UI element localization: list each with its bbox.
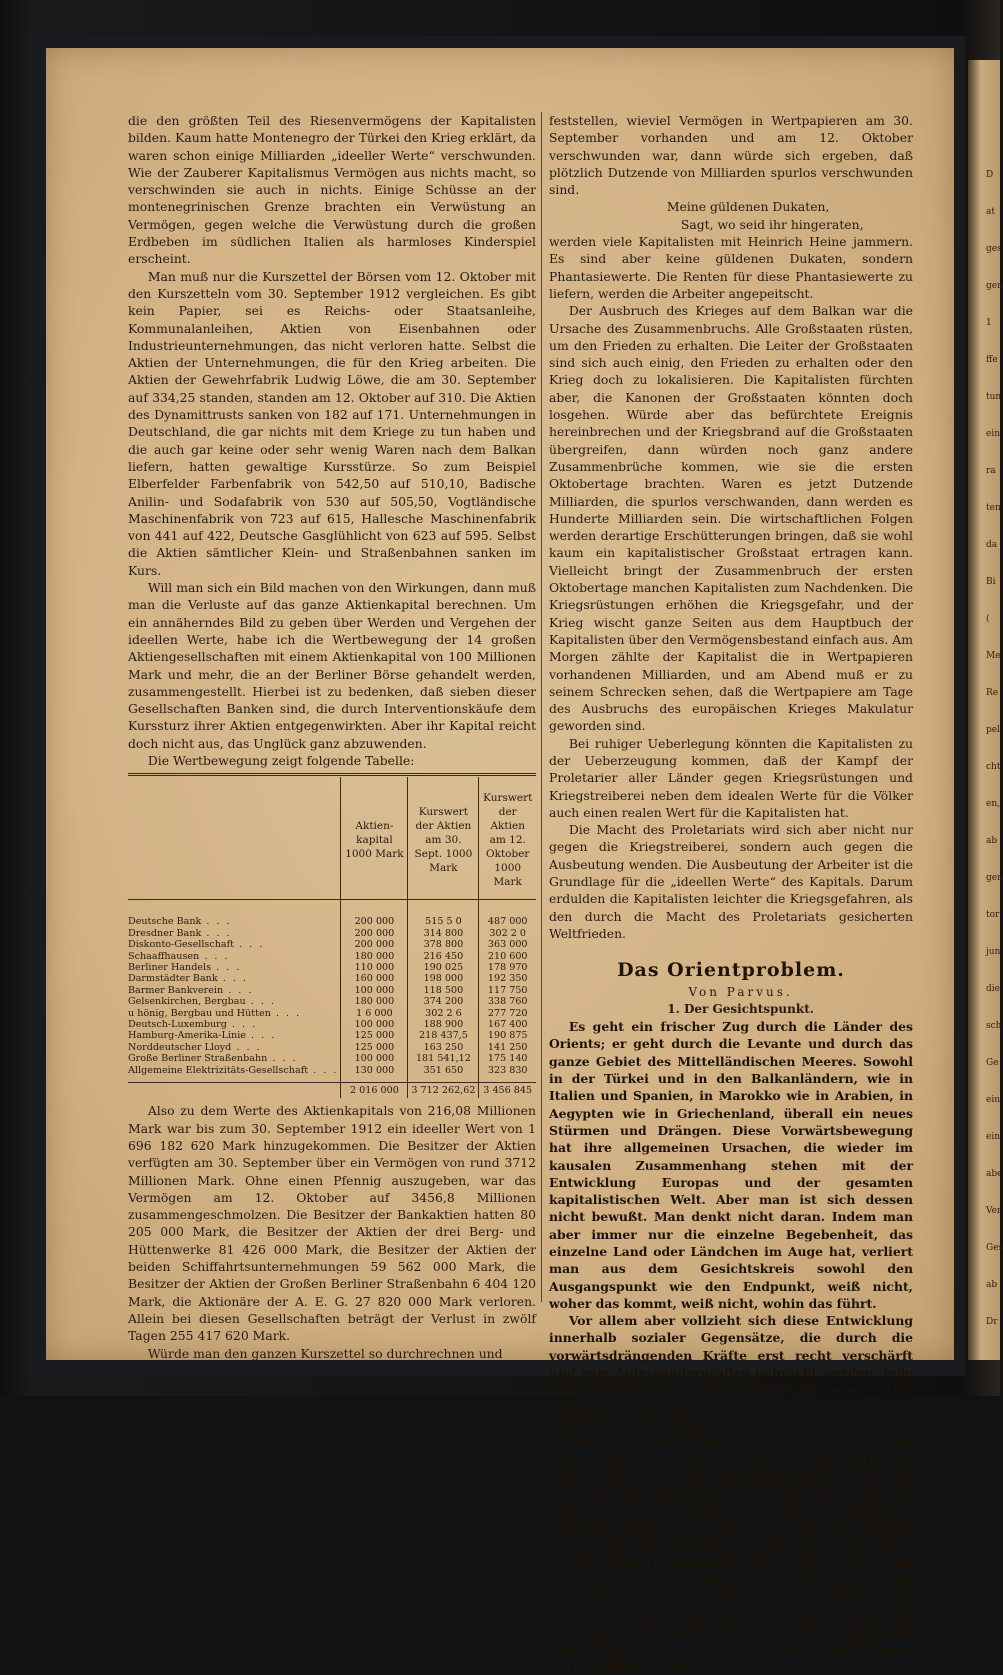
stocks-table — [128, 777, 536, 1098]
adjacent-page-fragment: tor — [986, 910, 1000, 920]
cell-capital: 180 000 — [341, 951, 408, 962]
cell-sept: 188 900 — [408, 1019, 479, 1030]
cell-sept: 198 000 — [408, 973, 479, 984]
paragraph: Es geht ein frischer Zug durch die Länder des Orients; er geht durch die Levante und durch das ganze Gebiet des Mittelländischen Meeres. Sowohl in der Türkei und in den Balkanländern, wie in Italien und Spanien, in Marokko wie in Arabien, in Aegypten wie in Griechenland, überall ein neues Stürmen und Drängen. Diese Vorwärtsbewegung hat ihre allgemeinen Ursachen, die wieder im kausalen Zusammenhang stehen mit der Entwicklung Europas und der gesamten kapitalistischen Welt. Aber man ist sich dessen nicht bewußt. Man denkt nicht daran. Indem man aber immer nur die einzelne Begebenheit, das einzelne Land oder Ländchen im Auge hat, verliert man aus dem Gesichtskreis sowohl den Ausgangspunkt wie den Endpunkt, weiß nicht, woher das kommt, weiß nicht, wohin das führt. — [549, 1019, 913, 1311]
adjacent-page-fragment: cht — [986, 762, 1001, 772]
table-row — [128, 1008, 536, 1019]
adjacent-page-fragment: da — [986, 540, 998, 550]
cell-sept: 302 2 6 — [408, 1008, 479, 1019]
adjacent-page-fragment: ab — [986, 836, 998, 846]
paragraph: Diese sozialen Kämpfe sind zum Teil national oder religiös verschleiert, zum Teil offenbaren sie ohne weiteres deren Klassencharakter, oder sie vertreten die Privilegien eines Standes, oder sie tragen ein brutales und schamloses Kliqueninteresse zur Schau. Von Haus aus Kämpfe um Macht und Reichtum, werden sie zu Kämpfen um die Regierungsgewalt, um die Staatsform, um den Besitz, die sich miteinander verflechten, so daß z. B. der Parlamentarismus, der den Volksmassen die Wege ebnet, zugleich dem Konzessionenraub dient und unter dem Schutze des Privateigentums kapitalistische Landesexpropriationen durchgeführt werden. — [549, 1434, 913, 1675]
table-row — [128, 939, 536, 950]
column-header: Kurswert der Aktien am 12. Oktober 1000 Mark — [479, 777, 536, 900]
cell-sept: 216 450 — [408, 951, 479, 962]
verse-line: Meine güldenen Dukaten, — [666, 199, 830, 215]
adjacent-page-fragment: pel — [986, 725, 1000, 735]
row-name: Große Berliner Straßenbahn . . . — [128, 1053, 298, 1065]
leader-dots: . . . — [201, 927, 232, 939]
adjacent-page-fragment: ein — [986, 429, 1001, 439]
adjacent-page-fragment: Ges — [986, 1243, 1003, 1253]
row-name: Schaaffhausen . . . — [128, 950, 230, 962]
total-okt: 3 456 845 — [479, 1082, 536, 1098]
table-header-row — [128, 777, 536, 900]
totals-label — [128, 1082, 341, 1098]
verse-line: Sagt, wo seid ihr hingeraten, — [680, 216, 864, 232]
adjacent-page-fragment: at — [986, 207, 995, 217]
adjacent-page-fragment: ges — [986, 244, 1002, 254]
row-name: Hamburg-Amerika-Linie . . . — [128, 1030, 277, 1042]
table-row — [128, 928, 536, 939]
adjacent-page-fragment: sch — [986, 1021, 1002, 1031]
cell-okt: 323 830 — [479, 1065, 536, 1083]
paragraph: Also zu dem Werte des Aktienkapitals von 216,08 Millionen Mark war bis zum 30. September 1912 ein ideeller Wert von 1 696 182 620 Mark hinzugekommen. Die Besitzer der Aktien verfügten am 30. September über ein Vermögen von rund 3712 Millionen Mark. Ohne einen Pfennig auszugeben, war das Vermögen am 12. Oktober auf 3456,8 Millionen zusammengeschmolzen. Die Besitzer der Bankaktien hatten 80 205 000 Mark, die Besitzer der Aktien der drei Berg- und Hüttenwerke 81 426 000 Mark, die Besitzer der Aktien der beiden Schiffahrtsunternehmungen 59 562 000 Mark, die Besitzer der Aktien der Großen Berliner Straßenbahn 6 404 120 Mark, die Aktionäre der A. E. G. 27 820 000 Mark verloren. Allein bei diesen Gesellschaften beträgt der Verlust in zwölf Tagen 255 417 620 Mark. — [128, 1103, 536, 1344]
cell-capital: 100 000 — [341, 985, 408, 996]
table-row — [128, 1019, 536, 1030]
leader-dots: . . . — [217, 973, 248, 985]
cell-sept: 374 200 — [408, 996, 479, 1007]
cell-capital: 130 000 — [341, 1065, 408, 1083]
leader-dots: . . . — [226, 1018, 258, 1030]
cell-okt: 363 000 — [479, 939, 536, 950]
cell-sept: 118 500 — [408, 985, 479, 996]
cell-okt: 277 720 — [479, 1008, 536, 1019]
leader-dots: . . . — [245, 996, 276, 1008]
article-body — [549, 1018, 913, 1675]
column-header: Kurswert der Aktien am 30. Sept. 1000 Mark — [408, 777, 479, 900]
row-name: Deutsch-Luxemburg . . . — [128, 1018, 258, 1030]
cell-capital: 200 000 — [341, 939, 408, 950]
paragraph: Man muß nur die Kurszettel der Börsen vom 12. Oktober mit den Kurszetteln vom 30. September 1912 vergleichen. Es gibt kein Papier, sei es Reichs- oder Staatsanleihe, Kommunalanleihen, Aktien von Eisenbahnen oder Industrieunternehmungen, das nicht verloren hatte. Selbst die Aktien der Unternehmungen, die für den Krieg arbeiten. Die Aktien der Gewehrfabrik Ludwig Löwe, die am 30. September auf 334,25 standen, standen am 12. Oktober auf 310. Die Aktien des Dynamittrusts sanken von 182 auf 171. Unternehmungen in Deutschland, die gar nichts mit dem Kriege zu tun haben und die auch gar keine oder sehr wenig Waren nach dem Balkan liefern, hatten gewaltige Kursstürze. So zum Beispiel Elberfelder Farbenfabrik von 542,50 auf 510,10, Badische Anilin- und Sodafabrik von 530 auf 505,50, Vogtländische Maschinenfabrik von 723 auf 615, Hallesche Maschinenfabrik von 441 auf 422, Deutsche Gasglühlicht von 623 auf 595. Selbst die Aktien sämtlicher Klein- und Straßenbahnen sanken im Kurs. — [128, 268, 536, 578]
table-row — [128, 1042, 536, 1053]
adjacent-page-fragment: Me — [986, 651, 1001, 661]
column-header — [128, 777, 341, 900]
cell-okt: 190 875 — [479, 1030, 536, 1041]
leader-dots: . . . — [270, 1007, 302, 1019]
row-name: Gelsenkirchen, Bergbau . . . — [128, 996, 276, 1008]
row-name: Barmer Bankverein . . . — [128, 984, 254, 996]
paragraph: die den größten Teil des Riesenvermögens der Kapitalisten bilden. Kaum hatte Montenegro der Türkei den Krieg erklärt, da waren schon einige Milliarden „ideeller Werte“ verschwunden. Wie der Zauberer Kapitalismus Vermögen aus nichts macht, so verschwinden sie auch in nichts. Einige Schüsse an der montenegrinischen Grenze brachten ein Verwüstung an Vermögen, gegen welche die Verwüstung durch die großen Erdbeben im südlichen Italien als harmloses Kinderspiel erscheint. — [128, 113, 536, 267]
paragraph: Der Ausbruch des Krieges auf dem Balkan war die Ursache des Zusammenbruchs. Alle Großstaaten rüsten, um den Frieden zu erhalten. Die Leiter der Großstaaten sind sich auch einig, den Frieden zu erhalten oder den Krieg doch zu lokalisieren. Die Kapitalisten fürchten aber, die Kanonen der Großstaaten könnten doch losgehen. Würde aber das befürchtete Ereignis hereinbrechen und der Kriegsbrand auf die Großstaaten übergreifen, dann würden noch ganz andere Zusammenbrüche kommen, wie sie die ersten Oktobertage brachten. Waren es jetzt Dutzende Milliarden, die spurlos verschwanden, dann werden es Hunderte Milliarden sein. Die wirtschaftlichen Folgen werden derartige Erschütterungen bringen, daß sie wohl kaum ein kapitalistischer Großstaat ertragen kann. Vielleicht bringt der Zusammenbruch der ersten Oktobertage manchen Kapitalisten zum Nachdenken. Die Kriegsrüstungen erhöhen die Kriegsgefahr, und der Krieg wischt ganze Seiten aus dem Hauptbuch der Kapitalisten über den Vermögensbestand einfach aus. Am Morgen zählte der Kapitalist die in Wertpapieren vorhandenen Milliarden, und am Abend muß er zu seinem Schrecken sehen, daß die Wertpapiere am Tage des Ausbruchs des europäischen Krieges Makulatur geworden sind. — [549, 303, 913, 734]
adjacent-page-fragment: 1 — [986, 318, 992, 328]
cell-capital: 200 000 — [341, 900, 408, 928]
cell-capital: 125 000 — [341, 1042, 408, 1053]
total-sept: 3 712 262,62 — [408, 1082, 479, 1098]
leader-dots: . . . — [223, 984, 254, 996]
adjacent-page-fragment: ab — [986, 1280, 998, 1290]
table-body — [128, 900, 536, 1099]
adjacent-page-fragment: die — [986, 984, 1000, 994]
row-name: Allgemeine Elektrizitäts-Gesellschaft . . . — [128, 1064, 339, 1076]
table-row — [128, 1053, 536, 1064]
left-column — [128, 112, 536, 1362]
article-byline: Von Parvus. — [688, 984, 793, 999]
leader-dots: . . . — [308, 1064, 339, 1076]
adjacent-page-fragment: gen — [986, 281, 1003, 291]
leader-dots: . . . — [245, 1030, 277, 1042]
leader-dots: . . . — [199, 950, 230, 962]
row-name: Deutsche Bank . . . — [128, 916, 232, 928]
paragraph: werden viele Kapitalisten mit Heinrich Heine jammern. Es sind aber keine güldenen Dukaten, sondern Phantasiewerte. Die Renten für diese Phantasiewerte zu liefern, werden die Arbeiter angepeitscht. — [549, 234, 913, 301]
cell-okt: 175 140 — [479, 1053, 536, 1064]
table-row — [128, 996, 536, 1007]
cell-capital: 125 000 — [341, 1030, 408, 1041]
adjacent-page-fragment: en, — [986, 799, 1000, 809]
cell-okt: 167 400 — [479, 1019, 536, 1030]
leader-dots: . . . — [267, 1053, 298, 1065]
paragraph: Will man sich ein Bild machen von den Wirkungen, dann muß man die Verluste auf das ganze Aktienkapital berechnen. Um ein annäherndes Bild zu geben über Werden und Vergehen der ideellen Werte, habe ich die Wertbewegung der 14 großen Aktiengesellschaften mit einem Aktienkapital von 100 Millionen Mark und mehr, die an der Berliner Börse gehandelt werden, zusammengestellt. Hierbei ist zu bedenken, daß sieben dieser Gesellschaften Banken sind, die durch Interventionskäufe dem Kurssturz ihrer Aktien entgegenwirkten. Aber ihr Kapital reicht doch nicht aus, das Unglück ganz abzuwenden. — [128, 580, 536, 751]
adjacent-page-fragment: ( — [986, 614, 990, 624]
paragraph: Bei ruhiger Ueberlegung könnten die Kapitalisten zu der Ueberzeugung kommen, daß der Kampf der Proletarier aller Länder gegen Kriegsrüstungen und Kriegstreiberei neben dem idealen Werte für die Völker auch einen realen Wert für die Kapitalisten hat. — [549, 735, 913, 820]
paragraph: Vor allem aber vollzieht sich diese Entwicklung innerhalb sozialer Gegensätze, die durch die vorwärtsdrängenden Kräfte erst recht verschärft und zum Aufeinanderprallen gebracht werden. Jede wirkende Kraft, jedes Sonderinteresse wird gesteigert und sucht auf Kosten der anderen sich Geltung zu verschaffen. — [549, 1313, 913, 1432]
adjacent-page-fragment: abe — [986, 1169, 1003, 1179]
cell-capital: 180 000 — [341, 996, 408, 1007]
row-name: Berliner Handels . . . — [128, 961, 242, 973]
cell-sept: 351 650 — [408, 1065, 479, 1083]
cell-sept: 378 800 — [408, 939, 479, 950]
adjacent-page-fragment: Bi — [986, 577, 996, 587]
cell-capital: 110 000 — [341, 962, 408, 973]
row-name: Darmstädter Bank . . . — [128, 973, 248, 985]
adjacent-page-fragment: ten — [986, 503, 1001, 513]
cell-okt: 192 350 — [479, 973, 536, 984]
cell-sept: 314 800 — [408, 928, 479, 939]
adjacent-page-fragment: ein — [986, 1132, 1001, 1142]
adjacent-page-fragment: Ver — [986, 1206, 1002, 1216]
table-row — [128, 962, 536, 973]
cell-okt: 178 970 — [479, 962, 536, 973]
table-row — [128, 900, 536, 928]
adjacent-page-fragment: tun — [986, 392, 1002, 402]
cell-capital: 1 6 000 — [341, 1008, 408, 1019]
adjacent-page-fragment: gen — [986, 873, 1003, 883]
table-row — [128, 973, 536, 984]
paragraph: feststellen, wieviel Vermögen in Wertpapieren am 30. September vorhanden und am 12. Oktober verschwunden war, dann würde sich ergeben, daß plötzlich Dutzende von Milliarden spurlos verschwunden sind. — [549, 113, 913, 198]
adjacent-page-fragment: ffe — [986, 355, 998, 365]
leader-dots: . . . — [211, 961, 242, 973]
cell-capital: 100 000 — [341, 1053, 408, 1064]
column-divider — [541, 112, 542, 1302]
cell-okt: 117 750 — [479, 985, 536, 996]
table-row — [128, 985, 536, 996]
table-row — [128, 951, 536, 962]
total-capital: 2 016 000 — [341, 1082, 408, 1098]
cell-okt: 302 2 0 — [479, 928, 536, 939]
stock-value-table — [128, 773, 536, 1098]
adjacent-page-fragment: Dr — [986, 1317, 998, 1327]
cell-sept: 515 5 0 — [408, 900, 479, 928]
paragraph: Die Macht des Proletariats wird sich aber nicht nur gegen die Kriegstreiberei, sondern auch gegen die Ausbeutung wenden. Die Ausbeutung der Arbeiter ist die Grundlage für die „ideellen Werte“ des Kapitals. Darum erdulden die Kapitalisten leichter die Kriegsgefahren, als den durch die Macht des Proletariats gesicherten Weltfrieden. — [549, 822, 913, 941]
article-title: Das Orientproblem. — [617, 959, 845, 982]
cell-okt: 338 760 — [479, 996, 536, 1007]
row-name: Dresdner Bank . . . — [128, 927, 232, 939]
paragraph: Würde man den ganzen Kurszettel so durchrechnen und — [147, 1345, 503, 1361]
leader-dots: . . . — [201, 916, 232, 928]
cell-okt: 141 250 — [479, 1042, 536, 1053]
cell-sept: 181 541,12 — [408, 1053, 479, 1064]
adjacent-page-fragment: Re — [986, 688, 999, 698]
cell-okt: 210 600 — [479, 951, 536, 962]
totals-row — [128, 1082, 536, 1098]
adjacent-page-strip — [968, 60, 1003, 1360]
leader-dots: . . . — [231, 1041, 262, 1053]
cell-sept: 218 437,5 — [408, 1030, 479, 1041]
table-row — [128, 1065, 536, 1083]
cell-capital: 100 000 — [341, 1019, 408, 1030]
table-top-rule — [128, 773, 536, 776]
adjacent-page-fragment: ra — [986, 466, 996, 476]
cell-capital: 160 000 — [341, 973, 408, 984]
table-row — [128, 1030, 536, 1041]
row-name: u hönig, Bergbau und Hütten . . . — [128, 1007, 302, 1019]
column-header: Aktien-kapital 1000 Mark — [341, 777, 408, 900]
adjacent-page-fragment: D — [986, 170, 994, 180]
adjacent-page-fragment: Ge — [986, 1058, 999, 1068]
section-heading: 1. Der Gesichtspunkt. — [667, 1001, 814, 1016]
cell-okt: 487 000 — [479, 900, 536, 928]
leader-dots: . . . — [234, 939, 265, 951]
adjacent-page-fragment: ein — [986, 1095, 1001, 1105]
row-name: Norddeutscher Lloyd . . . — [128, 1041, 262, 1053]
cell-capital: 200 000 — [341, 928, 408, 939]
table-intro: Die Wertbewegung zeigt folgende Tabelle: — [147, 752, 415, 768]
cell-sept: 163 250 — [408, 1042, 479, 1053]
adjacent-page-fragment: jun — [986, 947, 1001, 957]
cell-sept: 190 025 — [408, 962, 479, 973]
row-name: Diskonto-Gesellschaft . . . — [128, 939, 265, 951]
right-column — [549, 112, 913, 1675]
